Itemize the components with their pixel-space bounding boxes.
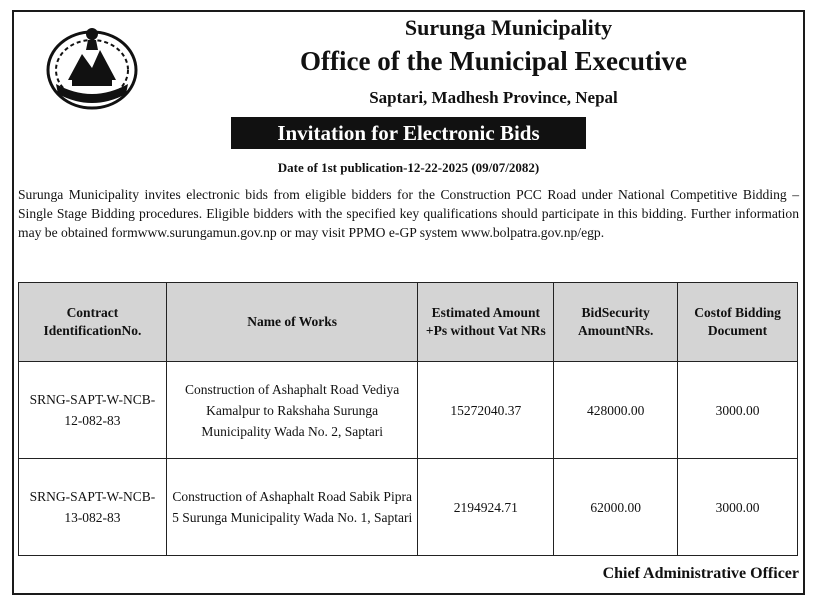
cell-contract-id: SRNG-SAPT-W-NCB-12-082-83 [19,362,167,459]
col-header-bid-security: BidSecurity AmountNRs. [554,283,678,362]
table-row [19,362,798,459]
cell-bid-security: 62000.00 [554,459,678,556]
cell-bidding-doc-cost: 3000.00 [678,459,798,556]
cell-name-of-works: Construction of Ashaphalt Road Sabik Pipra 5 Surunga Municipality Wada No. 1, Saptari [166,459,418,556]
nepal-government-emblem-icon [42,20,142,112]
office-address: Saptari, Madhesh Province, Nepal [369,88,618,107]
col-header-contract-id: Contract IdentificationNo. [19,283,167,362]
cell-contract-id: SRNG-SAPT-W-NCB-13-082-83 [19,459,167,556]
col-header-bidding-doc-cost: Costof Bidding Document [678,283,798,362]
notice-title-banner: Invitation for Electronic Bids [231,117,586,149]
cell-bidding-doc-cost: 3000.00 [678,362,798,459]
notice-header [150,14,797,110]
bids-table [18,282,798,556]
publication-date: Date of 1st publication-12-22-2025 (09/07/2082) [277,160,540,175]
table-header-row [19,283,798,362]
cell-estimated-amount: 2194924.71 [418,459,554,556]
municipality-name: Surunga Municipality [404,15,613,40]
cell-name-of-works: Construction of Ashaphalt Road Vediya Kamalpur to Rakshaha Surunga Municipality Wada No. 2, Saptari [166,362,418,459]
col-header-name-of-works: Name of Works [166,283,418,362]
table-row [19,459,798,556]
cell-estimated-amount: 15272040.37 [418,362,554,459]
col-header-estimated-amount: Estimated Amount +Ps without Vat NRs [418,283,554,362]
intro-paragraph: Surunga Municipality invites electronic bids from eligible bidders for the Construction PCC Road under National Competitive Bidding – Single Stage Bidding procedures. Eligible bidders with the specified key qualifications should participate in this bidding. Further information may be obtained formwww.surungamun.gov.np or may visit PPMO e-GP system www.bolpatra.gov.np/egp. [18,187,799,240]
signoff-title: Chief Administrative Officer [602,565,799,582]
office-name: Office of the Municipal Executive [300,46,687,76]
cell-bid-security: 428000.00 [554,362,678,459]
